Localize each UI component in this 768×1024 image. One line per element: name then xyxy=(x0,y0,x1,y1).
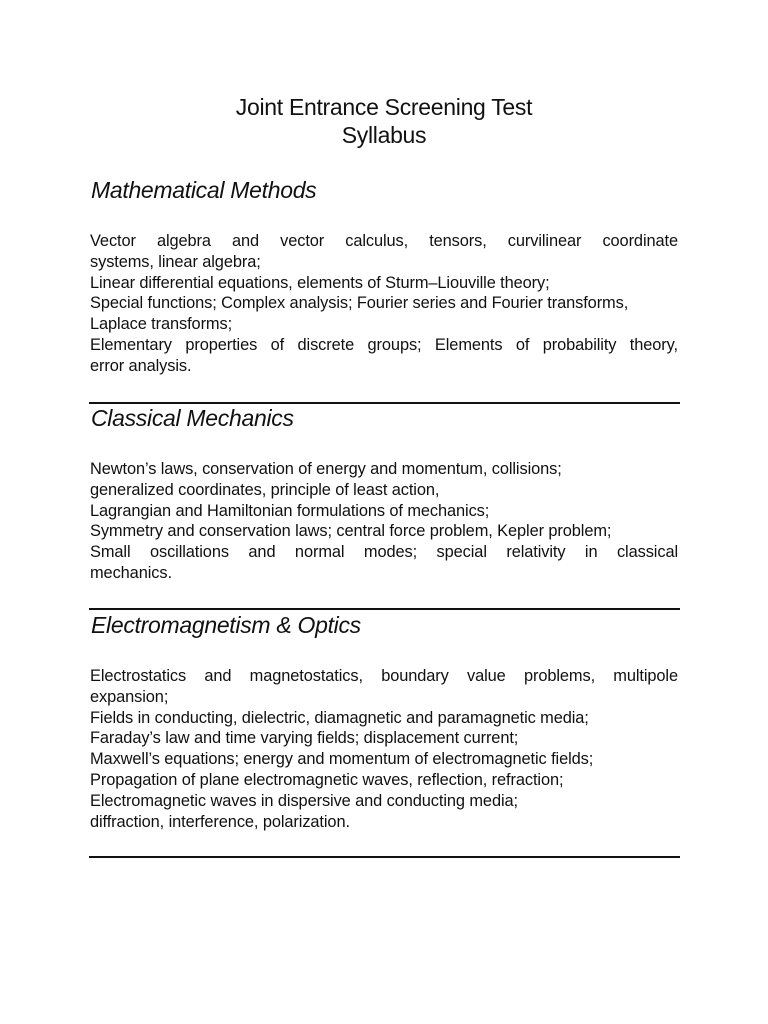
body-line: mechanics. xyxy=(90,563,172,582)
body-line: Electromagnetic waves in dispersive and conducting media; xyxy=(90,791,518,810)
document-title: Joint Entrance Screening Test xyxy=(235,94,533,120)
body-line: Faraday’s law and time varying fields; displacement current; xyxy=(90,729,519,748)
body-line: Laplace transforms; xyxy=(90,315,233,334)
section-heading-classical-mechanics: Classical Mechanics xyxy=(91,405,294,431)
body-line: error analysis. xyxy=(90,356,192,375)
body-line: Symmetry and conservation laws; central force problem, Kepler problem; xyxy=(90,522,612,541)
body-line: Propagation of plane electromagnetic waves, reflection, refraction; xyxy=(90,770,564,789)
body-line: Fields in conducting, dielectric, diamagnetic and paramagnetic media; xyxy=(90,708,589,727)
section-body-electromagnetism-optics xyxy=(90,666,678,832)
body-line: Newton’s laws, conservation of energy and momentum, collisions; xyxy=(90,460,562,478)
body-line: Elementary properties of discrete groups; Elements of probability theory, xyxy=(90,335,678,354)
body-line: Vector algebra and vector calculus, tensors, curvilinear coordinate xyxy=(90,232,678,250)
body-line: Lagrangian and Hamiltonian formulations of mechanics; xyxy=(90,501,490,520)
body-line: Small oscillations and normal modes; special relativity in classical xyxy=(90,543,678,562)
section-heading-electromagnetism-optics: Electromagnetism & Optics xyxy=(91,612,361,638)
body-line: Maxwell’s equations; energy and momentum of electromagnetic fields; xyxy=(90,750,594,769)
body-line: generalized coordinates, principle of least action, xyxy=(90,480,440,499)
document-subtitle: Syllabus xyxy=(341,122,427,148)
body-line: Linear differential equations, elements of Sturm–Liouville theory; xyxy=(90,273,550,292)
body-line: diffraction, interference, polarization. xyxy=(90,812,350,831)
section-divider xyxy=(89,856,680,858)
section-body-classical-mechanics xyxy=(90,459,678,584)
body-line: Special functions; Complex analysis; Fourier series and Fourier transforms, xyxy=(90,294,629,313)
section-heading-mathematical-methods: Mathematical Methods xyxy=(91,177,317,203)
section-body-mathematical-methods xyxy=(90,231,678,377)
body-line: systems, linear algebra; xyxy=(90,252,261,271)
body-line: Electrostatics and magnetostatics, boundary value problems, multipole xyxy=(90,667,678,685)
body-line: expansion; xyxy=(90,687,169,706)
